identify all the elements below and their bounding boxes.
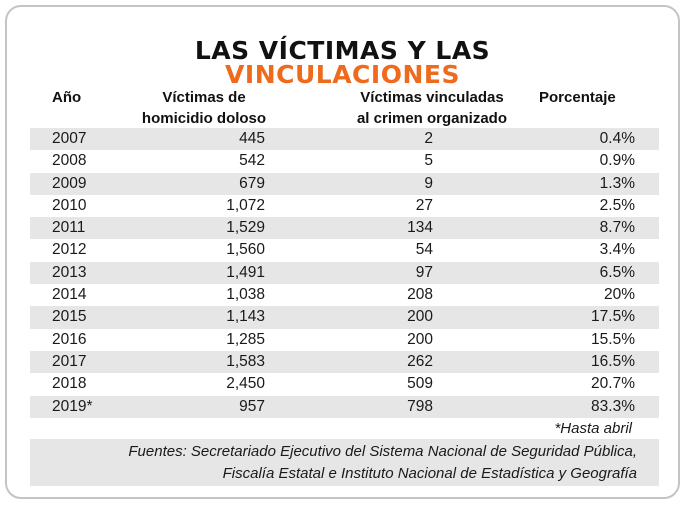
cell-linked: 97	[415, 263, 433, 281]
cell-linked: 200	[407, 308, 433, 326]
cell-year: 2019*	[52, 397, 93, 415]
cell-percent: 15.5%	[591, 330, 635, 348]
cell-year: 2013	[52, 263, 87, 281]
cell-year: 2016	[52, 330, 87, 348]
cell-percent: 16.5%	[591, 352, 635, 370]
sources-line-2: Fiscalía Estatal e Instituto Nacional de Estadística y Geografía	[222, 465, 637, 482]
table-row	[30, 195, 659, 217]
cell-percent: 83.3%	[591, 397, 635, 415]
cell-year: 2009	[52, 174, 87, 192]
sources-line-1: Fuentes: Secretariado Ejecutivo del Sistema Nacional de Seguridad Pública,	[128, 443, 637, 460]
table-row	[30, 262, 659, 284]
cell-linked: 509	[407, 375, 433, 393]
cell-percent: 0.9%	[599, 152, 635, 170]
header-year: Año	[52, 89, 82, 106]
header-linked-line-1: Víctimas vinculadas	[360, 89, 504, 106]
cell-year: 2011	[52, 219, 86, 237]
cell-linked: 2	[424, 130, 433, 147]
table-row	[30, 150, 659, 172]
cell-victims: 957	[239, 397, 265, 415]
cell-linked: 200	[407, 330, 433, 348]
cell-linked: 27	[415, 196, 433, 214]
cell-victims: 445	[239, 130, 265, 147]
cell-victims: 1,491	[226, 263, 265, 281]
cell-year: 2008	[52, 152, 87, 170]
cell-percent: 8.7%	[599, 219, 635, 237]
cell-year: 2010	[52, 196, 87, 214]
cell-victims: 1,560	[226, 241, 265, 259]
table-row	[30, 373, 659, 395]
cell-year: 2015	[52, 308, 87, 326]
table-row	[30, 239, 659, 261]
cell-linked: 208	[407, 286, 433, 304]
cell-victims: 2,450	[226, 375, 265, 393]
header-victims	[131, 87, 277, 129]
header-linked-line-2: al crimen organizado	[356, 110, 508, 127]
cell-percent: 6.5%	[599, 263, 635, 281]
header-linked	[337, 87, 527, 129]
title-line-2: VINCULACIONES	[225, 60, 460, 89]
header-victims-line-1: Víctimas de	[162, 89, 246, 106]
cell-linked: 134	[407, 219, 433, 237]
cell-victims: 1,143	[226, 308, 265, 326]
cell-year: 2017	[52, 352, 87, 370]
cell-victims: 1,583	[226, 352, 265, 370]
cell-year: 2018	[52, 375, 87, 393]
cell-victims: 679	[239, 174, 265, 192]
table-row	[30, 306, 659, 328]
table-row	[30, 396, 659, 418]
cell-year: 2014	[52, 286, 87, 304]
header-percent: Porcentaje	[539, 89, 616, 106]
cell-percent: 20%	[603, 286, 635, 304]
table-row	[30, 329, 659, 351]
cell-victims: 1,072	[226, 196, 265, 214]
cell-victims: 1,285	[226, 330, 265, 348]
cell-percent: 1.3%	[599, 174, 635, 192]
title-line-1: LAS VÍCTIMAS Y LAS	[194, 36, 491, 65]
table-row	[30, 217, 659, 239]
table-row	[30, 128, 659, 150]
table-row	[30, 284, 659, 306]
cell-percent: 2.5%	[599, 196, 635, 214]
cell-victims: 1,038	[226, 286, 265, 304]
cell-victims: 1,529	[226, 219, 265, 237]
cell-linked: 262	[407, 352, 433, 370]
cell-percent: 0.4%	[599, 130, 635, 147]
sources-box	[30, 439, 659, 486]
cell-percent: 17.5%	[591, 308, 635, 326]
cell-linked: 798	[407, 397, 433, 415]
table-body	[30, 128, 659, 418]
cell-linked: 54	[415, 241, 433, 259]
cell-year: 2012	[52, 241, 87, 259]
cell-percent: 20.7%	[591, 375, 635, 393]
table-row	[30, 173, 659, 195]
cell-percent: 3.4%	[599, 241, 635, 259]
footnote: *Hasta abril	[554, 420, 632, 437]
cell-linked: 9	[424, 174, 433, 192]
header-victims-line-2: homicidio doloso	[141, 110, 267, 127]
table-row	[30, 351, 659, 373]
cell-linked: 5	[424, 152, 433, 170]
cell-victims: 542	[239, 152, 265, 170]
table-card	[5, 5, 680, 499]
cell-year: 2007	[52, 130, 87, 147]
